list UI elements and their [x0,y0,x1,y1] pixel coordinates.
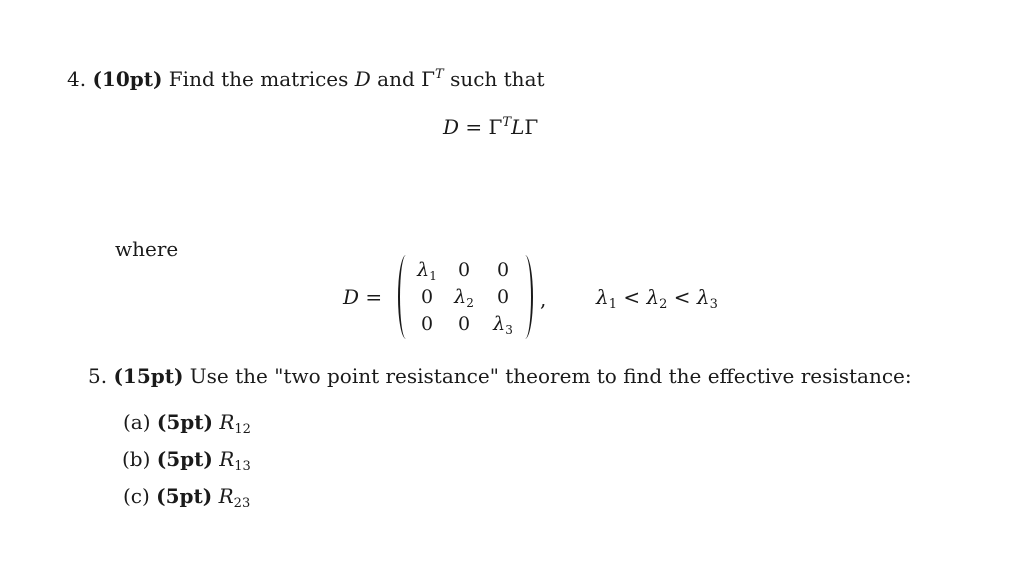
problem-4-number: 4. [67,67,87,91]
and-text: and [377,67,415,91]
problem-4-points: (10pt) [92,67,163,91]
eigenvalue-ordering: $\lambda_1 < \lambda_2 < \lambda_3$ [596,285,718,312]
problem-5-statement [88,364,912,388]
matrix-cell: $\lambda_1$ [417,259,437,283]
matrix-cell: 0 [420,313,434,335]
matrix-cell: $\lambda_2$ [454,286,474,310]
problem-5-text: Use the "two point resistance" theorem to find the effective resistance: [189,364,912,388]
matrix-cell: 0 [457,259,471,281]
where-label: where [115,237,179,261]
matrix-cell: 0 [496,259,510,281]
subproblem-a: (a) (5pt) $R_{12}$ [123,410,251,437]
problem-4-text-after: such that [450,67,545,91]
problem-5-points: (15pt) [113,364,184,388]
matrix-comma: , [540,287,547,311]
matrix-cell: 0 [420,286,434,308]
matrix-lhs: D = [343,285,383,309]
subproblem-b: (b) (5pt) $R_{13}$ [122,447,251,474]
subproblem-c: (c) (5pt) $R_{23}$ [123,484,251,511]
matrix-cell: 0 [457,313,471,335]
diagonal-matrix [398,255,533,339]
transform-equation: $D = \Gamma^TL\Gamma$ [443,115,539,139]
matrix-cell: 0 [496,286,510,308]
problem-5-number: 5. [88,364,108,388]
matrix-cell: $\lambda_3$ [493,313,513,337]
gamma-symbol: $\Gamma^T$ [421,67,444,91]
problem-4-text-before: Find the matrices [168,67,349,91]
problem-4-statement [67,67,545,91]
var-D: D [354,67,371,91]
